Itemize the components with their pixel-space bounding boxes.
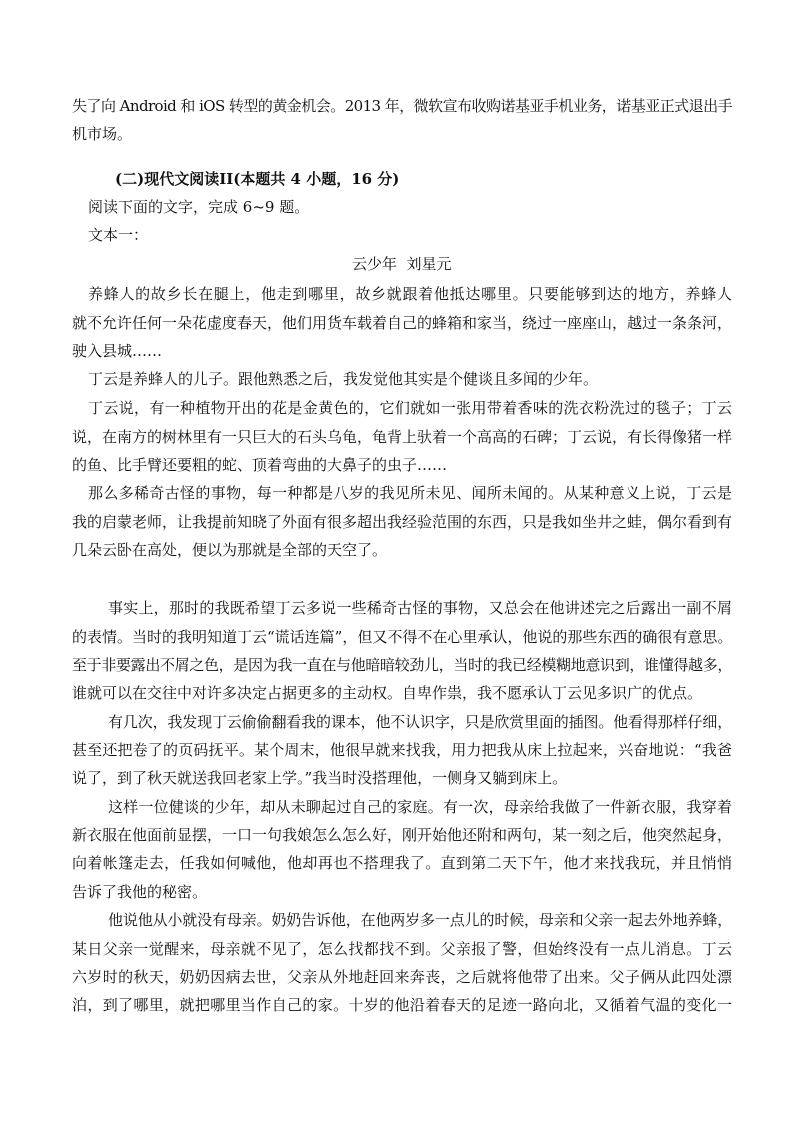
article-title: 云少年 刘星元 [352,255,452,273]
paragraph-line: 泊，到了哪里，就把哪里当作自己的家。十岁的他沿着春天的足迹一路向北，又循着气温的变化一 [72,996,732,1014]
paragraph-line: 我的启蒙老师，让我提前知晓了外面有很多超出我经验范围的东西，只是我如坐井之蛙，偶尔看到有 [72,513,733,531]
paragraph-line: 就不允许任何一朵花虚度春天，他们用货车载着自己的蜂箱和家当，绕过一座座山，越过一条条河， [72,314,733,332]
paragraph-line: 那么多稀奇古怪的事物，每一种都是八岁的我见所未见、闻所未闻的。从某种意义上说，丁云是 [88,484,732,502]
instruction-text: 阅读下面的文字，完成 6~9 题。 [88,198,310,216]
section-heading: (二)现代文阅读II(本题共 4 小题，16 分) [115,170,400,188]
paragraph-line: 养蜂人的故乡长在腿上，他走到哪里，故乡就跟着他抵达哪里。只要能够到达的地方，养蜂人 [88,285,732,303]
text-line: 失了向 Android 和 iOS 转型的黄金机会。2013 年，微软宣布收购诺基亚手机业务，诺基亚正式退出手 [72,97,732,115]
paragraph-line: 事实上，那时的我既希望丁云多说一些稀奇古怪的事物，又总会在他讲述完之后露出一副不屑 [108,599,732,617]
paragraph-line: 几朵云卧在高处，便以为那就是全部的天空了。 [72,541,388,559]
paragraph-line: 谁就可以在交往中对许多决定占据更多的主动权。自卑作祟，我不愿承认丁云见多识广的优点。 [72,684,703,702]
paragraph-line: 甚至还把卷了的页码抚平。某个周末，他很早就来找我，用力把我从床上拉起来，兴奋地说：“我爸 [72,741,732,759]
text-line: 机市场。 [72,125,133,143]
paragraph-line: 新衣服在他面前显摆，一口一句我娘怎么怎么好，刚开始他还附和两句，某一刻之后，他突然起身， [72,826,733,844]
paragraph-line: 丁云是养蜂人的儿子。跟他熟悉之后，我发觉他其实是个健谈且多闻的少年。 [88,370,599,388]
paragraph-line: 六岁时的秋天，奶奶因病去世，父亲从外地赶回来奔丧，之后就将他带了出来。父子俩从此四处漂 [72,968,732,986]
paragraph-line: 有几次，我发现丁云偷偷翻看我的课本，他不认识字，只是欣赏里面的插图。他看得那样仔细， [108,713,732,731]
paragraph-line: 说，在南方的树林里有一只巨大的石头乌龟，龟背上驮着一个高高的石碑；丁云说，有长得像猪一样 [72,428,733,446]
paragraph-line: 驶入县城…… [72,342,163,360]
paragraph-line: 某日父亲一觉醒来，母亲就不见了，怎么找都找不到。父亲报了警，但始终没有一点儿消息。丁云 [72,940,732,958]
text-label: 文本一： [88,226,149,244]
paragraph-line: 他说他从小就没有母亲。奶奶告诉他，在他两岁多一点儿的时候，母亲和父亲一起去外地养蜂， [108,911,732,929]
paragraph-line: 丁云说，有一种植物开出的花是金黄色的，它们就如一张用带着香味的洗衣粉洗过的毯子；丁云 [88,399,732,417]
paragraph-line: 向着帐篷走去，任我如何喊他，他却再也不搭理我了。直到第二天下午，他才来找我玩，并且悄悄 [72,854,732,872]
paragraph-line: 的表情。当时的我明知道丁云“谎话连篇”，但又不得不在心里承认，他说的那些东西的确很有意思。 [72,628,733,646]
paragraph-line: 的鱼、比手臂还要粗的蛇、顶着弯曲的大鼻子的虫子…… [72,456,448,474]
paragraph-line: 这样一位健谈的少年，却从未聊起过自己的家庭。有一次，母亲给我做了一件新衣服，我穿着 [108,798,732,816]
paragraph-line: 至于非要露出不屑之色，是因为我一直在与他暗暗较劲儿，当时的我已经模糊地意识到，谁懂得越多， [72,656,732,674]
paragraph-line: 说了，到了秋天就送我回老家上学。”我当时没搭理他，一侧身又躺到床上。 [72,769,568,787]
paragraph-line: 告诉了我他的秘密。 [72,883,208,901]
